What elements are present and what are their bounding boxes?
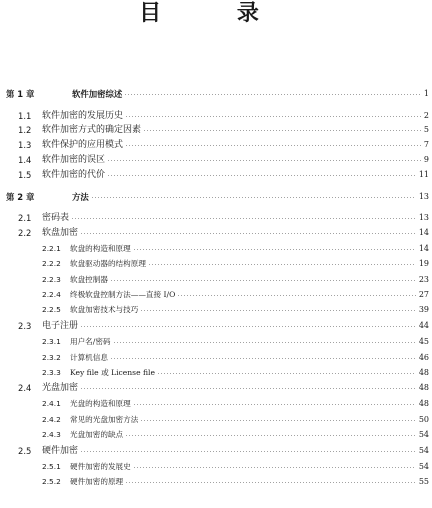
toc-entry-title: 软件加密的代价 [42, 170, 106, 180]
toc-leader-dots [125, 116, 421, 117]
toc-entry-number: 2.5.2 [42, 477, 61, 486]
toc-page-number: 46 [418, 353, 429, 362]
toc-page-number: 54 [418, 430, 429, 439]
toc-entry-title: 软件加密方式的确定因素 [42, 125, 142, 135]
toc-section-row[interactable] [0, 443, 432, 459]
toc-leader-dots [107, 160, 421, 161]
toc-leader-dots [80, 233, 416, 234]
toc-page-number: 50 [418, 415, 429, 424]
toc-entry-number: 2.4.3 [42, 430, 61, 439]
toc-page-number: 14 [418, 228, 429, 237]
toc-entry-title: 密码表 [42, 213, 70, 223]
toc-entry-title: 硬件加密的原理 [70, 477, 124, 486]
toc-leader-dots [124, 94, 421, 95]
toc-entry-title: 光盘的构造和原理 [70, 399, 131, 408]
toc-page-number: 44 [418, 321, 429, 330]
toc-section-row[interactable] [0, 318, 432, 334]
toc-entry-title: 光盘加密 [42, 383, 79, 393]
toc-section-row[interactable] [0, 380, 432, 396]
toc-entry-number: 2.4.1 [42, 399, 61, 408]
toc-subsection-row[interactable] [0, 459, 432, 475]
toc-subsection-row[interactable] [0, 256, 432, 272]
toc-entry-number: 2.3.3 [42, 368, 61, 377]
toc-subsection-row[interactable] [0, 272, 432, 288]
toc-subsection-row[interactable] [0, 412, 432, 428]
toc-entry-title: 软盘加密 [42, 228, 79, 238]
toc-leader-dots [133, 404, 416, 405]
toc-page-number: 48 [418, 399, 429, 408]
toc-entry-number: 1.4 [18, 155, 32, 165]
toc-subsection-row[interactable] [0, 302, 432, 318]
toc-leader-dots [125, 435, 416, 436]
toc-entry-title: 软件加密的发展历史 [42, 111, 124, 121]
toc-leader-dots [157, 373, 416, 374]
toc-entry-title: 硬件加密 [42, 446, 79, 456]
toc-leader-dots [125, 482, 416, 483]
toc-leader-dots [80, 326, 416, 327]
toc-entry-title: 软盘控制器 [70, 275, 108, 284]
toc-entry-title: 方法 [72, 192, 89, 202]
toc-subsection-row[interactable] [0, 427, 432, 443]
toc-entry-number: 2.4 [18, 383, 32, 393]
toc-leader-dots [133, 467, 416, 468]
toc-entry-number: 2.2.4 [42, 290, 61, 299]
toc-page-number: 13 [418, 213, 429, 222]
toc-leader-dots [143, 130, 421, 131]
toc-entry-title: 软盘驱动器的结构原理 [70, 259, 146, 268]
toc-entry-number: 2.2.2 [42, 259, 61, 268]
toc-page-number: 14 [418, 244, 429, 253]
toc-entry-title: 软件保护的应用模式 [42, 140, 124, 150]
toc-entry-number: 2.1 [18, 213, 32, 223]
toc-page-number: 13 [418, 192, 429, 201]
toc-leader-dots [113, 342, 416, 343]
toc-subsection-row[interactable] [0, 334, 432, 350]
toc-subsection-row[interactable] [0, 396, 432, 412]
toc-subsection-row[interactable] [0, 474, 432, 490]
toc-entry-title: 电子注册 [42, 321, 79, 331]
toc-entry-number: 2.3 [18, 321, 32, 331]
toc-entry-number: 2.2.3 [42, 275, 61, 284]
toc-entry-number: 2.5 [18, 446, 32, 456]
toc-page-number: 1 [423, 89, 429, 98]
toc-entry-title: 软件加密的误区 [42, 155, 106, 165]
toc-entry-number: 1.3 [18, 140, 32, 150]
toc-entry-number: 1.1 [18, 111, 32, 121]
toc-section-row[interactable] [0, 137, 432, 153]
toc-page-number: 48 [418, 368, 429, 377]
toc-page-number: 54 [418, 446, 429, 455]
toc-entry-title: 用户名/密码 [70, 337, 111, 346]
toc-page-number: 2 [423, 111, 429, 120]
toc-entry-number: 第 1 章 [6, 89, 35, 99]
toc-entry-number: 2.5.1 [42, 462, 61, 471]
toc-leader-dots [80, 388, 416, 389]
toc-leader-dots [80, 451, 416, 452]
toc-page-number: 48 [418, 383, 429, 392]
toc-section-row[interactable] [0, 225, 432, 241]
toc-entry-title: 常见的光盘加密方法 [70, 415, 139, 424]
toc-entry-number: 2.3.1 [42, 337, 61, 346]
toc-page-number: 45 [418, 337, 429, 346]
toc-page-number: 39 [418, 305, 429, 314]
toc-section-row[interactable] [0, 167, 432, 183]
toc-entry-number: 1.2 [18, 125, 32, 135]
toc-chapter-row[interactable] [0, 86, 432, 102]
toc-page-number: 19 [418, 259, 429, 268]
toc-entry-title: 计算机信息 [70, 353, 108, 362]
toc-leader-dots [133, 249, 416, 250]
toc-entry-title: 软件加密综述 [72, 89, 123, 99]
toc-entry-title: 硬件加密的发展史 [70, 462, 131, 471]
toc-page-number: 5 [423, 125, 429, 134]
toc-entry-number: 第 2 章 [6, 192, 35, 202]
toc-page-number: 54 [418, 462, 429, 471]
toc-entry-title: 终极软盘控制方法——直接 I/O [70, 290, 176, 299]
toc-section-row[interactable] [0, 210, 432, 226]
toc-leader-dots [110, 280, 416, 281]
toc-entry-number: 2.2 [18, 228, 32, 238]
toc-page-number: 9 [423, 155, 429, 164]
toc-subsection-row[interactable] [0, 287, 432, 303]
toc-entry-number: 2.2.5 [42, 305, 61, 314]
toc-chapter-row[interactable] [0, 189, 432, 205]
page-title: 目 录 [139, 0, 293, 26]
toc-page-number: 7 [423, 140, 429, 149]
toc-leader-dots [125, 145, 421, 146]
toc-leader-dots [140, 420, 416, 421]
toc-subsection-row[interactable] [0, 350, 432, 366]
toc-entry-title: 软盘加密技术与技巧 [70, 305, 139, 314]
toc-leader-dots [107, 175, 416, 176]
toc-page-number: 27 [418, 290, 429, 299]
toc-leader-dots [177, 295, 416, 296]
toc-section-row[interactable] [0, 122, 432, 138]
toc-entry-title: 软盘的构造和原理 [70, 244, 131, 253]
toc-entry-title: 光盘加密的缺点 [70, 430, 124, 439]
toc-entry-title: Key file 或 License file [70, 368, 155, 377]
toc-leader-dots [91, 197, 416, 198]
toc-leader-dots [140, 310, 416, 311]
toc-entry-number: 2.2.1 [42, 244, 61, 253]
toc-entry-number: 1.5 [18, 170, 32, 180]
toc-page-number: 55 [418, 477, 429, 486]
toc-entry-number: 2.3.2 [42, 353, 61, 362]
toc-subsection-row[interactable] [0, 241, 432, 257]
toc-leader-dots [148, 264, 416, 265]
toc-page-number: 23 [418, 275, 429, 284]
toc-page-number: 11 [418, 170, 429, 179]
toc-section-row[interactable] [0, 152, 432, 168]
toc-subsection-row[interactable] [0, 365, 432, 381]
toc-entry-number: 2.4.2 [42, 415, 61, 424]
toc-leader-dots [71, 218, 416, 219]
toc-leader-dots [110, 358, 416, 359]
